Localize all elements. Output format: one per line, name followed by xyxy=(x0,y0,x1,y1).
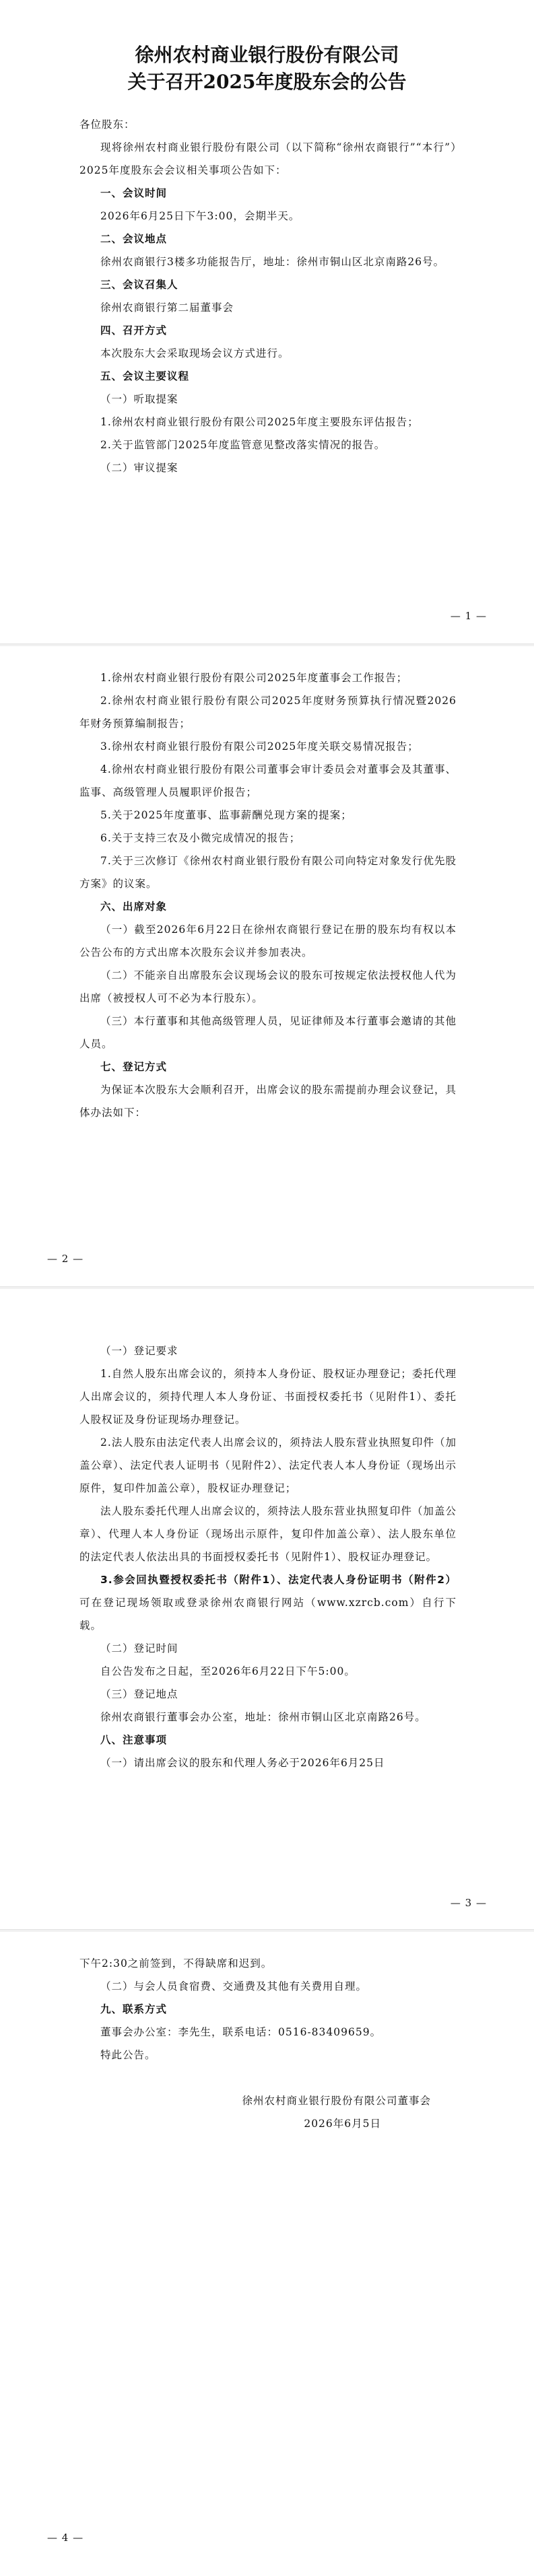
section-5-heading: 五、会议主要议程 xyxy=(100,370,190,382)
page-number-2: — 2 — xyxy=(47,1253,84,1265)
section-9-heading: 九、联系方式 xyxy=(100,2003,168,2015)
agenda-review-item: 4.徐州农村商业银行股份有限公司董事会审计委员会对董事会及其董事、监事、高级管理人员履职评价报告； xyxy=(79,763,457,798)
intro-paragraph: 现将徐州农村商业银行股份有限公司（以下简称“徐州农商银行”“本行”）2025年度股东会会议相关事项公告如下： xyxy=(79,141,457,176)
meeting-time: 2026年6月25日下午3:00，会期半天。 xyxy=(100,210,300,222)
signature-date: 2026年6月5日 xyxy=(304,2118,381,2130)
closing-remark: 特此公告。 xyxy=(100,2049,156,2061)
page-4-body xyxy=(79,1952,457,2135)
agenda-review-item: 2.徐州农村商业银行股份有限公司2025年度财务预算执行情况暨2026年财务预算编制报告； xyxy=(79,695,457,730)
registration-time: 自公告发布之日起，至2026年6月22日下午5:00。 xyxy=(100,1665,356,1677)
spacer xyxy=(79,2066,457,2089)
page-2 xyxy=(0,646,534,1289)
registration-requirement: 1.自然人股东出席会议的，须持本人身份证、股权证办理登记；委托代理人出席会议的，须持代理人本人身份证、书面授权委托书（见附件1）、委托人股权证及身份证现场办理登记。 xyxy=(79,1368,457,1426)
section-2-heading: 二、会议地点 xyxy=(100,233,168,245)
agenda-review-item: 5.关于2025年度董事、监事薪酬兑现方案的提案； xyxy=(100,809,352,821)
agenda-hear-item: 2.关于监管部门2025年度监管意见整改落实情况的报告。 xyxy=(100,439,386,451)
registration-intro: 为保证本次股东大会顺利召开，出席会议的股东需提前办理会议登记，具体办法如下： xyxy=(79,1084,457,1119)
page-2-body xyxy=(79,666,457,1124)
signature-org: 徐州农村商业银行股份有限公司董事会 xyxy=(242,2095,431,2107)
notice-item-continued: 下午2:30之前签到，不得缺席和迟到。 xyxy=(79,1957,273,1970)
contact-info: 董事会办公室：李先生，联系电话：0516-83409659。 xyxy=(100,2026,382,2038)
document-title-line-2: 关于召开2025年度股东会的公告 xyxy=(127,71,407,93)
registration-requirement: 2.法人股东由法定代表人出席会议的，须持法人股东营业执照复印件（加盖公章）、法定代表人证明书（见附件2）、法定代表人本人身份证（现场出示原件，复印件加盖公章），股权证办理登记； xyxy=(79,1436,457,1494)
agenda-review-item: 3.徐州农村商业银行股份有限公司2025年度关联交易情况报告； xyxy=(100,740,419,753)
registration-place-subheading: （三）登记地点 xyxy=(100,1688,178,1700)
forms-rest-text: 可在登记现场领取或登录徐州农商银行网站（www.xzrcb.com）自行下载。 xyxy=(79,1597,457,1632)
agenda-review-item: 7.关于三次修订《徐州农村商业银行股份有限公司向特定对象发行优先股方案》的议案。 xyxy=(79,855,457,890)
page-1-body xyxy=(79,113,457,479)
meeting-method: 本次股东大会采取现场会议方式进行。 xyxy=(100,347,290,359)
salutation: 各位股东： xyxy=(79,118,135,131)
notice-item: （一）请出席会议的股东和代理人务必于2026年6月25日 xyxy=(100,1757,385,1769)
attendee-item: （二）不能亲自出席股东会议现场会议的股东可按规定依法授权他人代为出席（被授权人可不必为本行股东）。 xyxy=(79,969,457,1004)
document-title-line-1: 徐州农村商业银行股份有限公司 xyxy=(135,44,399,66)
forms-bold-text: 3.参会回执暨授权委托书（附件1）、法定代表人身份证明书（附件2） xyxy=(100,1574,457,1586)
registration-requirement-forms xyxy=(79,1568,457,1637)
section-6-heading: 六、出席对象 xyxy=(100,901,168,913)
agenda-review-item: 6.关于支持三农及小微完成情况的报告； xyxy=(100,832,301,844)
attendee-item: （一）截至2026年6月22日在徐州农商银行登记在册的股东均有权以本公告公布的方式出席本次股东会议并参加表决。 xyxy=(79,924,457,959)
meeting-place: 徐州农商银行3楼多功能报告厅，地址：徐州市铜山区北京南路26号。 xyxy=(100,256,445,268)
section-1-heading: 一、会议时间 xyxy=(100,187,168,199)
registration-place: 徐州农商银行董事会办公室，地址：徐州市铜山区北京南路26号。 xyxy=(100,1711,426,1723)
page-3-body xyxy=(79,1339,457,1774)
agenda-hear-subheading: （一）听取提案 xyxy=(100,393,178,405)
page-4 xyxy=(0,1932,534,2576)
notice-item: （二）与会人员食宿费、交通费及其他有关费用自理。 xyxy=(100,1980,368,1992)
agenda-hear-item: 1.徐州农村商业银行股份有限公司2025年度主要股东评估报告； xyxy=(100,416,419,428)
section-8-heading: 八、注意事项 xyxy=(100,1734,168,1746)
page-1 xyxy=(0,0,534,646)
meeting-convener: 徐州农商银行第二届董事会 xyxy=(100,302,234,314)
attendee-item: （三）本行董事和其他高级管理人员，见证律师及本行董事会邀请的其他人员。 xyxy=(79,1015,457,1050)
registration-requirements-subheading: （一）登记要求 xyxy=(100,1345,178,1357)
section-3-heading: 三、会议召集人 xyxy=(100,279,178,291)
section-4-heading: 四、召开方式 xyxy=(100,324,168,337)
registration-time-subheading: （二）登记时间 xyxy=(100,1642,178,1655)
page-number-4: — 4 — xyxy=(47,2532,84,2544)
page-number-1: — 1 — xyxy=(450,610,487,622)
section-7-heading: 七、登记方式 xyxy=(100,1061,168,1073)
page-3 xyxy=(0,1289,534,1932)
registration-requirement: 法人股东委托代理人出席会议的，须持法人股东营业执照复印件（加盖公章）、代理人本人身份证（现场出示原件，复印件加盖公章）、法人股东单位的法定代表人依法出具的书面授权委托书（见附件1）、股权证办理登记。 xyxy=(79,1505,457,1563)
agenda-review-subheading: （二）审议提案 xyxy=(100,462,178,474)
agenda-review-item: 1.徐州农村商业银行股份有限公司2025年度董事会工作报告； xyxy=(100,672,408,684)
page-number-3: — 3 — xyxy=(450,1897,487,1909)
